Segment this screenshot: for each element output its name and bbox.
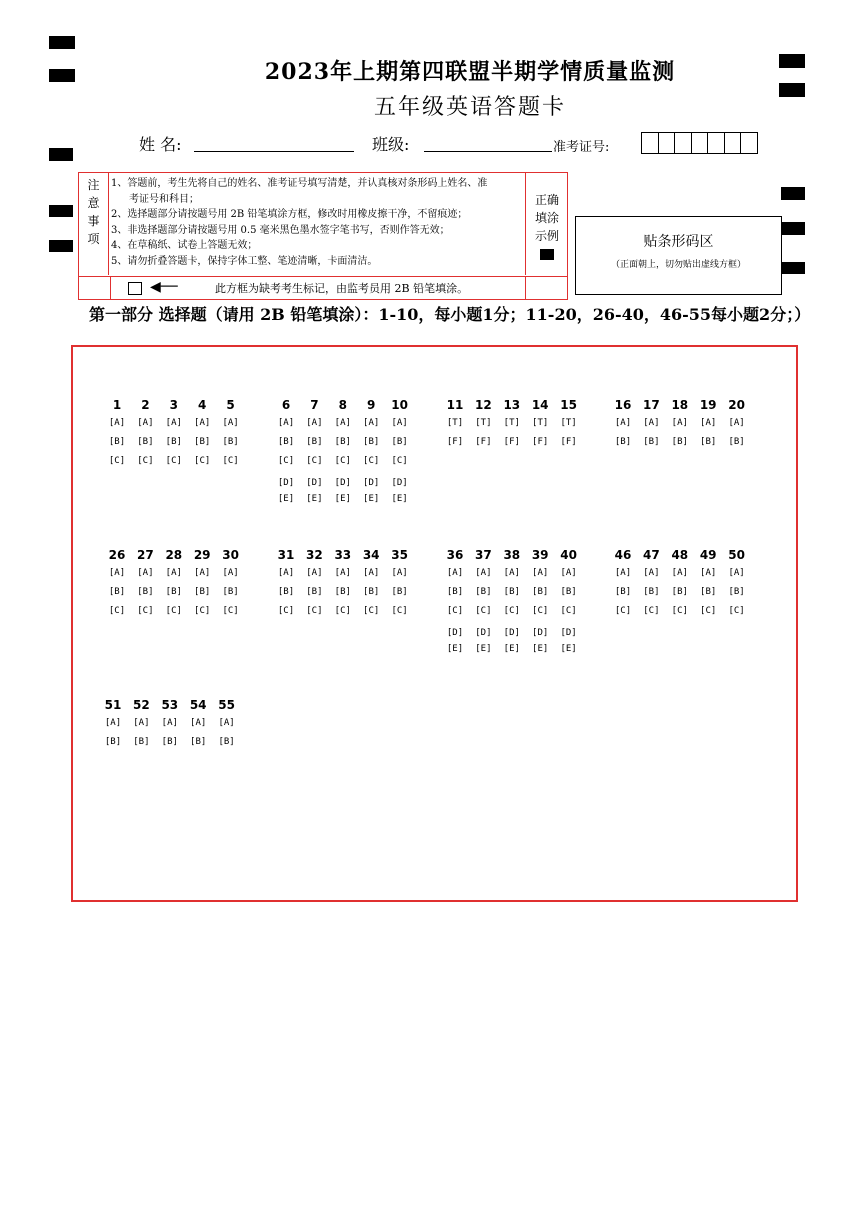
question-column	[609, 546, 637, 621]
question-column	[329, 396, 357, 505]
answer-option-bubble[interactable]: [B]	[165, 587, 182, 597]
question-column	[300, 396, 328, 505]
timing-mark	[49, 36, 75, 49]
question-number: 10	[391, 398, 408, 412]
question-column	[441, 396, 469, 452]
question-number: 4	[198, 398, 207, 412]
question-column	[103, 546, 131, 621]
answer-option-bubble[interactable]: [C]	[671, 606, 688, 616]
answer-option-bubble[interactable]: [B]	[306, 587, 323, 597]
answer-option-bubble[interactable]: [B]	[728, 587, 745, 597]
answer-option-bubble[interactable]: [C]	[614, 606, 632, 616]
answer-option-bubble[interactable]: [B]	[190, 737, 207, 747]
answer-option-bubble[interactable]: [A]	[475, 568, 492, 578]
question-number: 27	[137, 548, 154, 562]
answer-option-bubble[interactable]: [T]	[446, 418, 464, 428]
answer-option-bubble[interactable]: [A]	[277, 568, 295, 578]
question-number: 32	[306, 548, 323, 562]
timing-mark	[781, 262, 805, 274]
answer-option-bubble[interactable]: [E]	[363, 494, 380, 504]
question-column	[386, 546, 414, 621]
question-number: 14	[531, 398, 549, 412]
answer-option-bubble[interactable]: [B]	[137, 587, 154, 597]
answer-option-bubble[interactable]: [A]	[306, 568, 323, 578]
answer-option-bubble[interactable]: [C]	[108, 606, 126, 616]
question-number: 54	[189, 698, 207, 712]
question-number: 31	[277, 548, 295, 562]
notice-item: 4、在草稿纸、试卷上答题无效；	[111, 240, 258, 252]
answer-option-bubble[interactable]: [B]	[165, 437, 182, 447]
answer-option-bubble[interactable]: [A]	[104, 718, 122, 728]
answer-option-bubble[interactable]: [C]	[334, 606, 351, 616]
question-number: 38	[503, 548, 521, 562]
answer-option-bubble[interactable]: [A]	[671, 568, 688, 578]
question-number: 33	[334, 548, 352, 562]
question-number: 49	[699, 548, 717, 562]
question-column	[723, 396, 751, 452]
answer-option-bubble[interactable]: [C]	[334, 456, 351, 466]
answer-option-bubble[interactable]: [C]	[503, 606, 520, 616]
answer-option-bubble[interactable]: [C]	[700, 606, 717, 616]
question-number: 11	[446, 398, 464, 412]
question-column	[386, 396, 414, 505]
barcode-title: 贴条形码区	[643, 234, 714, 250]
answer-option-bubble[interactable]: [A]	[391, 568, 408, 578]
answer-option-bubble[interactable]: [B]	[108, 587, 126, 597]
id-number-boxes[interactable]	[641, 132, 758, 154]
answer-option-bubble[interactable]: [A]	[133, 718, 150, 728]
answer-option-bubble[interactable]: [E]	[391, 494, 408, 504]
answer-option-bubble[interactable]: [E]	[277, 494, 295, 504]
question-number: 16	[614, 398, 632, 412]
question-number: 47	[643, 548, 660, 562]
answer-option-bubble[interactable]: [A]	[614, 568, 632, 578]
barcode-hint: （正面朝上，切勿贴出虚线方框）	[610, 260, 746, 270]
answer-option-bubble[interactable]: [A]	[391, 418, 408, 428]
notice-item: 5、请勿折叠答题卡，保持字体工整、笔迹清晰，卡面清洁。	[111, 255, 378, 267]
answer-option-bubble[interactable]: [F]	[560, 437, 577, 447]
answer-option-bubble[interactable]: [C]	[475, 606, 492, 616]
class-field[interactable]	[424, 151, 552, 152]
question-column	[156, 696, 184, 752]
question-number: 5	[226, 398, 235, 412]
question-column	[723, 546, 751, 621]
answer-option-bubble[interactable]: [B]	[700, 437, 717, 447]
question-number: 18	[671, 398, 689, 412]
answer-option-bubble[interactable]: [B]	[277, 587, 295, 597]
answer-option-bubble[interactable]: [B]	[194, 437, 211, 447]
answer-option-bubble[interactable]: [E]	[503, 644, 520, 654]
answer-option-bubble[interactable]: [C]	[728, 606, 745, 616]
timing-mark	[781, 222, 805, 235]
answer-option-bubble[interactable]: [B]	[363, 587, 380, 597]
answer-option-bubble[interactable]: [D]	[503, 628, 520, 638]
class-label: 班级:	[372, 135, 410, 154]
timing-mark	[49, 148, 73, 161]
answer-option-bubble[interactable]: [C]	[194, 606, 211, 616]
timing-mark	[49, 205, 73, 217]
question-column	[99, 696, 127, 752]
answer-option-bubble[interactable]: [C]	[137, 606, 154, 616]
notice-items	[110, 173, 526, 275]
question-column	[498, 396, 526, 452]
answer-option-bubble[interactable]: [C]	[108, 456, 126, 466]
answer-option-bubble[interactable]: [D]	[560, 628, 577, 638]
question-column	[217, 396, 245, 471]
question-column	[469, 396, 497, 452]
answer-option-bubble[interactable]: [D]	[532, 628, 549, 638]
answer-option-bubble[interactable]: [D]	[475, 628, 492, 638]
answer-option-bubble[interactable]: [A]	[560, 568, 577, 578]
answer-option-bubble[interactable]: [A]	[165, 568, 182, 578]
question-number: 51	[104, 698, 122, 712]
question-column	[637, 396, 665, 452]
question-column	[469, 546, 497, 655]
page-subtitle: 五年级英语答题卡	[373, 95, 566, 120]
answer-option-bubble[interactable]: [C]	[277, 456, 295, 466]
question-number: 8	[338, 398, 347, 412]
question-column	[160, 546, 188, 621]
question-number: 19	[699, 398, 717, 412]
question-column	[637, 546, 665, 621]
answer-option-bubble[interactable]: [B]	[728, 437, 745, 447]
answer-option-bubble[interactable]: [A]	[700, 568, 717, 578]
filled-example-mark	[540, 249, 554, 260]
answer-option-bubble[interactable]: [A]	[277, 418, 295, 428]
notice-label: 注 意 事 项	[79, 173, 109, 275]
question-number: 37	[475, 548, 492, 562]
answer-option-bubble[interactable]: [D]	[363, 478, 380, 488]
question-column	[609, 396, 637, 452]
absent-mark-text: 此方框为缺考考生标记，由监考员用 2B 铅笔填涂。	[215, 282, 469, 295]
question-column	[694, 396, 722, 452]
question-number: 50	[728, 548, 745, 562]
notice-item: 2、选择题部分请按题号用 2B 铅笔填涂方框，修改时用橡皮擦干净，不留痕迹；	[111, 209, 468, 221]
question-number: 1	[112, 398, 122, 412]
notice-box	[78, 172, 568, 300]
question-column	[188, 396, 216, 471]
answer-option-bubble[interactable]: [B]	[532, 587, 549, 597]
answer-option-bubble[interactable]: [C]	[560, 606, 577, 616]
question-column	[666, 396, 694, 452]
question-number: 30	[222, 548, 239, 562]
answer-option-bubble[interactable]: [C]	[222, 456, 239, 466]
answer-option-bubble[interactable]: [B]	[161, 737, 178, 747]
answer-option-bubble[interactable]: [A]	[108, 568, 126, 578]
notice-item: 考证号和科目；	[129, 193, 199, 205]
answer-option-bubble[interactable]: [A]	[643, 568, 660, 578]
question-number: 29	[193, 548, 211, 562]
answer-option-bubble[interactable]: [B]	[614, 587, 632, 597]
section-heading: 第一部分 选择题（请用 2B 铅笔填涂）：1-10，每小题1分；11-20，26-40，46-55每小题2分；）	[89, 305, 811, 324]
question-column	[131, 396, 159, 471]
answer-option-bubble[interactable]: [B]	[643, 437, 660, 447]
name-label: 姓 名:	[139, 135, 182, 154]
question-number: 2	[141, 398, 150, 412]
answer-option-bubble[interactable]: [A]	[671, 418, 688, 428]
question-number: 20	[728, 398, 745, 412]
question-column	[441, 546, 469, 655]
question-number: 12	[475, 398, 492, 412]
answer-option-bubble[interactable]: [A]	[161, 718, 178, 728]
answer-option-bubble[interactable]: [E]	[306, 494, 323, 504]
answer-option-bubble[interactable]: [C]	[446, 606, 464, 616]
timing-mark	[781, 187, 805, 200]
answer-option-bubble[interactable]: [B]	[133, 737, 150, 747]
answer-option-bubble[interactable]: [A]	[532, 568, 549, 578]
answer-option-bubble[interactable]: [A]	[194, 418, 211, 428]
question-column	[127, 696, 155, 752]
answer-option-bubble[interactable]: [T]	[532, 418, 549, 428]
answer-option-bubble[interactable]: [T]	[560, 418, 577, 428]
question-column	[526, 546, 554, 655]
question-number: 9	[367, 398, 376, 412]
answer-option-bubble[interactable]: [B]	[104, 737, 122, 747]
question-column	[217, 546, 245, 621]
answer-option-bubble[interactable]: [A]	[700, 418, 717, 428]
answer-option-bubble[interactable]: [A]	[643, 418, 660, 428]
question-number: 6	[281, 398, 291, 412]
fill-example: 正确 填涂 示例	[527, 173, 567, 275]
answer-option-bubble[interactable]: [B]	[503, 587, 520, 597]
page-title: 2023年上期第四联盟半期学情质量监测	[264, 59, 676, 85]
answer-option-bubble[interactable]: [E]	[532, 644, 549, 654]
answer-option-bubble[interactable]: [C]	[363, 456, 380, 466]
answer-option-bubble[interactable]: [C]	[165, 456, 182, 466]
answer-option-bubble[interactable]: [B]	[475, 587, 492, 597]
question-column	[213, 696, 241, 752]
question-number: 53	[161, 698, 179, 712]
answer-option-bubble[interactable]: [F]	[503, 437, 520, 447]
answer-option-bubble[interactable]: [A]	[194, 568, 211, 578]
answer-option-bubble[interactable]: [C]	[137, 456, 154, 466]
arrow-left-icon: ◀──	[150, 279, 178, 295]
question-column	[188, 546, 216, 621]
answer-option-bubble[interactable]: [A]	[503, 568, 520, 578]
answer-option-bubble[interactable]: [B]	[560, 587, 577, 597]
answer-option-bubble[interactable]: [B]	[194, 587, 211, 597]
question-number: 7	[310, 398, 319, 412]
question-column	[272, 546, 300, 621]
answer-option-bubble[interactable]: [E]	[446, 644, 464, 654]
answer-option-bubble[interactable]: [C]	[222, 606, 239, 616]
answer-option-bubble[interactable]: [B]	[334, 437, 351, 447]
answer-option-bubble[interactable]: [A]	[222, 418, 239, 428]
question-column	[131, 546, 159, 621]
question-number: 39	[531, 548, 549, 562]
answer-option-bubble[interactable]: [C]	[165, 606, 182, 616]
answer-option-bubble[interactable]: [B]	[218, 737, 235, 747]
answer-option-bubble[interactable]: [T]	[475, 418, 492, 428]
answer-option-bubble[interactable]: [E]	[334, 494, 351, 504]
question-column	[272, 396, 300, 505]
question-column	[329, 546, 357, 621]
answer-option-bubble[interactable]: [C]	[532, 606, 549, 616]
answer-option-bubble[interactable]: [A]	[222, 568, 239, 578]
answer-option-bubble[interactable]: [A]	[306, 418, 323, 428]
answer-option-bubble[interactable]: [A]	[363, 568, 380, 578]
answer-option-bubble[interactable]: [C]	[363, 606, 380, 616]
answer-option-bubble[interactable]: [B]	[446, 587, 464, 597]
answer-option-bubble[interactable]: [B]	[643, 587, 660, 597]
question-number: 40	[560, 548, 577, 562]
absent-checkbox[interactable]	[128, 282, 142, 295]
answer-option-bubble[interactable]: [B]	[614, 437, 632, 447]
question-column	[184, 696, 212, 752]
id-label: 准考证号:	[553, 140, 610, 155]
notice-item: 3、非选择题部分请按题号用 0.5 毫米黑色墨水签字笔书写，否则作答无效；	[111, 224, 450, 236]
question-number: 48	[671, 548, 689, 562]
answer-option-bubble[interactable]: [A]	[137, 418, 154, 428]
answer-option-bubble[interactable]: [D]	[306, 478, 323, 488]
answer-option-bubble[interactable]: [B]	[363, 437, 380, 447]
answer-option-bubble[interactable]: [B]	[277, 437, 295, 447]
answer-option-bubble[interactable]: [F]	[475, 437, 492, 447]
question-number: 35	[391, 548, 408, 562]
question-column	[300, 546, 328, 621]
answer-option-bubble[interactable]: [B]	[222, 587, 239, 597]
question-column	[555, 546, 583, 655]
answer-option-bubble[interactable]: [D]	[446, 628, 464, 638]
answer-option-bubble[interactable]: [D]	[334, 478, 351, 488]
answer-option-bubble[interactable]: [F]	[532, 437, 549, 447]
question-number: 55	[218, 698, 235, 712]
answer-option-bubble[interactable]: [A]	[446, 568, 464, 578]
question-column	[357, 396, 385, 505]
answer-option-bubble[interactable]: [C]	[306, 606, 323, 616]
question-column	[103, 396, 131, 471]
answer-option-bubble[interactable]: [B]	[137, 437, 154, 447]
answer-option-bubble[interactable]: [T]	[503, 418, 520, 428]
answer-option-bubble[interactable]: [E]	[560, 644, 577, 654]
answer-option-bubble[interactable]: [A]	[137, 568, 154, 578]
answer-option-bubble[interactable]: [B]	[306, 437, 323, 447]
answer-option-bubble[interactable]: [A]	[165, 418, 182, 428]
answer-option-bubble[interactable]: [A]	[334, 568, 351, 578]
answer-option-bubble[interactable]: [B]	[108, 437, 126, 447]
answer-option-bubble[interactable]: [C]	[306, 456, 323, 466]
answer-option-bubble[interactable]: [B]	[671, 437, 688, 447]
barcode-area	[575, 216, 782, 295]
question-column	[694, 546, 722, 621]
answer-option-bubble[interactable]: [A]	[728, 418, 745, 428]
answer-option-bubble[interactable]: [C]	[391, 606, 408, 616]
answer-option-bubble[interactable]: [A]	[218, 718, 235, 728]
answer-option-bubble[interactable]: [B]	[391, 587, 408, 597]
question-number: 28	[165, 548, 183, 562]
answer-option-bubble[interactable]: [B]	[222, 437, 239, 447]
answer-option-bubble[interactable]: [C]	[643, 606, 660, 616]
answer-option-bubble[interactable]: [E]	[475, 644, 492, 654]
answer-option-bubble[interactable]: [C]	[194, 456, 211, 466]
answer-option-bubble[interactable]: [A]	[363, 418, 380, 428]
question-number: 52	[133, 698, 150, 712]
question-number: 36	[446, 548, 464, 562]
answer-option-bubble[interactable]: [B]	[700, 587, 717, 597]
answer-option-bubble[interactable]: [B]	[391, 437, 408, 447]
question-column	[498, 546, 526, 655]
answer-option-bubble[interactable]: [D]	[277, 478, 295, 488]
question-column	[666, 546, 694, 621]
question-number: 46	[614, 548, 632, 562]
question-column	[160, 396, 188, 471]
question-number: 26	[108, 548, 126, 562]
answer-option-bubble[interactable]: [A]	[108, 418, 126, 428]
question-number: 3	[169, 398, 178, 412]
question-number: 17	[643, 398, 660, 412]
question-column	[357, 546, 385, 621]
timing-mark	[49, 240, 73, 252]
answer-option-bubble[interactable]: [A]	[334, 418, 351, 428]
answer-option-bubble[interactable]: [A]	[190, 718, 207, 728]
notice-item: 1、答题前，考生先将自己的姓名、准考证号填写清楚，并认真核对条形码上姓名、准	[111, 178, 488, 189]
answer-option-bubble[interactable]: [F]	[446, 437, 464, 447]
question-column	[526, 396, 554, 452]
answer-option-bubble[interactable]: [D]	[391, 478, 408, 488]
question-number: 15	[560, 398, 577, 412]
answer-option-bubble[interactable]: [A]	[614, 418, 632, 428]
name-field[interactable]	[194, 151, 354, 152]
answer-option-bubble[interactable]: [A]	[728, 568, 745, 578]
answer-option-bubble[interactable]: [C]	[277, 606, 295, 616]
answer-option-bubble[interactable]: [B]	[334, 587, 351, 597]
question-column	[555, 396, 583, 452]
answer-option-bubble[interactable]: [B]	[671, 587, 688, 597]
question-number: 13	[503, 398, 521, 412]
question-number: 34	[362, 548, 380, 562]
answer-option-bubble[interactable]: [C]	[391, 456, 408, 466]
